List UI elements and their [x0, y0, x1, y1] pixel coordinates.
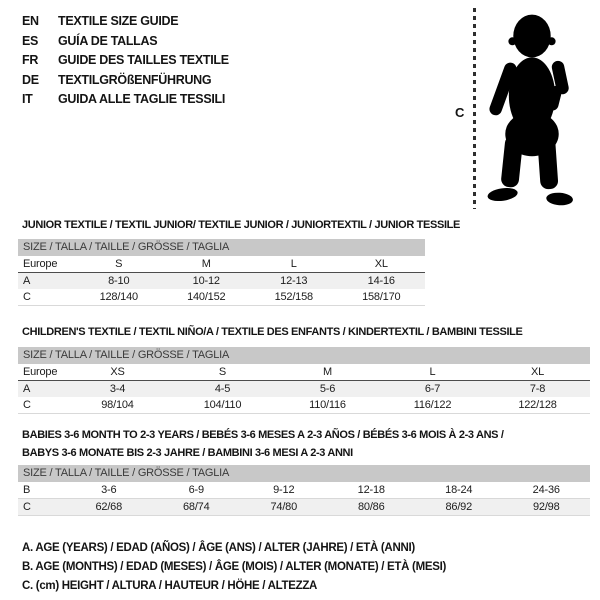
row-label: A	[23, 275, 31, 287]
table-row-europe	[18, 256, 425, 273]
age-cell: 3-6	[101, 484, 117, 496]
height-cell: 152/158	[274, 291, 313, 303]
height-cell: 116/122	[413, 399, 452, 411]
language-title: GUIDA ALLE TAGLIE TESSILI	[58, 92, 226, 106]
row-label: C	[23, 291, 31, 303]
toddler-silhouette-figure	[483, 8, 581, 210]
language-row-en	[22, 12, 229, 32]
language-row-it	[22, 90, 229, 110]
table-row-europe	[18, 364, 590, 381]
height-cell: 122/128	[518, 399, 557, 411]
height-cell: 104/110	[203, 399, 242, 411]
size-cell: XS	[110, 366, 125, 378]
babies-table-title	[22, 426, 504, 462]
age-cell: 3-4	[109, 383, 126, 395]
height-cell: 80/86	[357, 501, 385, 513]
size-cell: L	[290, 258, 297, 270]
children-table-title: CHILDREN'S TEXTILE / TEXTIL NIÑO/A / TEXTILE DES ENFANTS / KINDERTEXTIL / BAMBINI TESSILE	[22, 326, 523, 338]
size-cell: XL	[374, 258, 388, 270]
age-cell: 12-18	[357, 484, 385, 496]
table-row-height	[18, 289, 425, 306]
height-marker-label: C	[455, 105, 465, 120]
row-label: Europe	[23, 366, 58, 378]
age-cell: 24-36	[532, 484, 560, 496]
language-title-list	[22, 12, 229, 110]
size-header-row: SIZE / TALLA / TAILLE / GRÖSSE / TAGLIA	[18, 347, 590, 364]
babies-size-table	[18, 465, 590, 516]
footnote-c: C. (cm) HEIGHT / ALTURA / HAUTEUR / HÖHE / ALTEZZA	[22, 580, 318, 592]
table-row-age	[18, 273, 425, 289]
age-cell: 10-12	[192, 275, 220, 287]
children-size-table	[18, 347, 590, 414]
language-code: ES	[22, 33, 39, 48]
size-cell: XL	[530, 366, 545, 378]
language-row-de	[22, 71, 229, 91]
language-title: TEXTILGRÖßENFÜHRUNG	[58, 72, 212, 87]
height-cell: 128/140	[99, 291, 138, 303]
age-cell: 6-7	[424, 383, 441, 395]
language-code: FR	[22, 53, 39, 67]
table-row-height	[18, 499, 590, 516]
age-cell: 8-10	[108, 275, 130, 287]
language-title: GUÍA DE TALLAS	[58, 33, 158, 48]
footnote-a: A. AGE (YEARS) / EDAD (AÑOS) / ÂGE (ANS) / ALTER (JAHRE) / ETÀ (ANNI)	[22, 542, 415, 554]
junior-table-title: JUNIOR TEXTILE / TEXTIL JUNIOR/ TEXTILE JUNIOR / JUNIORTEXTIL / JUNIOR TESSILE	[22, 219, 461, 231]
age-cell: 12-13	[280, 275, 308, 287]
height-cell: 98/104	[101, 399, 134, 411]
age-cell: 4-5	[214, 383, 231, 395]
language-code: EN	[22, 14, 39, 28]
row-label: A	[23, 383, 31, 395]
table-row-age	[18, 381, 590, 397]
language-code: DE	[22, 72, 39, 87]
footnote-b: B. AGE (MONTHS) / EDAD (MESES) / ÂGE (MOIS) / ALTER (MONATE) / ETÀ (MESI)	[22, 561, 447, 573]
height-cell: 62/68	[95, 501, 123, 513]
table-row-height	[18, 397, 590, 414]
age-cell: 9-12	[273, 484, 295, 496]
height-cell: 74/80	[270, 501, 298, 513]
language-row-es	[22, 32, 229, 52]
height-measure-dashed-line	[473, 8, 476, 209]
size-cell: M	[323, 366, 332, 378]
age-cell: 7-8	[529, 383, 546, 395]
size-cell: L	[429, 366, 436, 378]
age-cell: 14-16	[367, 275, 395, 287]
height-cell: 158/170	[362, 291, 401, 303]
size-cell: M	[201, 258, 211, 270]
language-title: TEXTILE SIZE GUIDE	[58, 14, 179, 28]
language-code: IT	[22, 92, 33, 106]
babies-table-title-line2: BABYS 3-6 MONATE BIS 2-3 JAHRE / BAMBINI 3-6 MESI A 2-3 ANNI	[22, 447, 353, 459]
height-cell: 110/116	[309, 399, 346, 411]
age-cell: 5-6	[319, 383, 336, 395]
babies-table-title-line1: BABIES 3-6 MONTH TO 2-3 YEARS / BEBÉS 3-6 MESES A 2-3 AÑOS / BÉBÉS 3-6 MOIS À 2-3 ANS /	[22, 429, 504, 441]
age-cell: 18-24	[445, 484, 473, 496]
language-title: GUIDE DES TAILLES TEXTILE	[58, 53, 229, 67]
table-row-age-months	[18, 482, 590, 499]
size-header-row: SIZE / TALLA / TAILLE / GRÖSSE / TAGLIA	[18, 465, 590, 482]
language-row-fr	[22, 51, 229, 71]
height-cell: 140/152	[187, 291, 226, 303]
footnote-legend	[22, 539, 446, 596]
age-cell: 6-9	[188, 484, 204, 496]
height-cell: 68/74	[182, 501, 210, 513]
row-label: B	[23, 484, 31, 496]
junior-size-table	[18, 239, 425, 306]
size-cell: S	[218, 366, 227, 378]
row-label: C	[23, 501, 31, 513]
height-cell: 92/98	[532, 501, 560, 513]
size-header-row: SIZE / TALLA / TAILLE / GRÖSSE / TAGLIA	[18, 239, 425, 256]
row-label: C	[23, 399, 31, 411]
size-cell: S	[115, 258, 123, 270]
height-cell: 86/92	[445, 501, 473, 513]
row-label: Europe	[23, 258, 58, 270]
